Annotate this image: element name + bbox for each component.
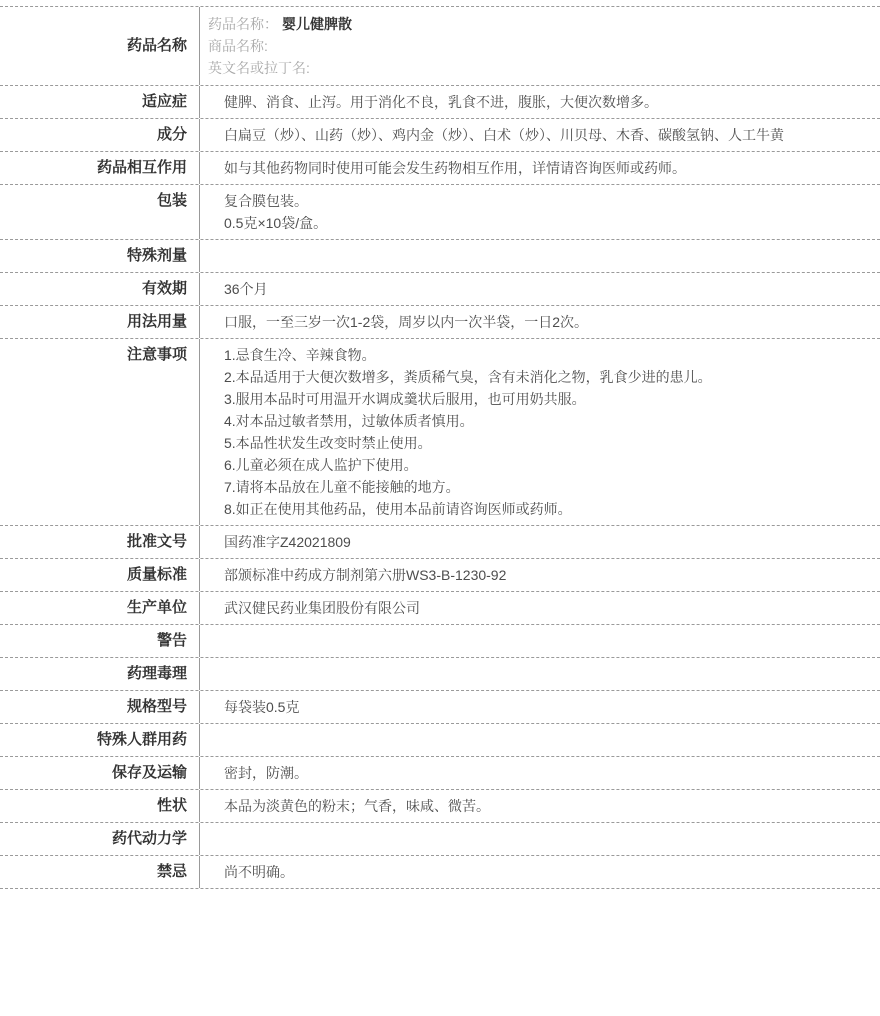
content-line: 尚不明确。	[224, 864, 294, 880]
row-label: 药品名称	[0, 7, 200, 85]
row-content	[200, 856, 880, 888]
table-row-storage-transport	[0, 757, 880, 790]
content-line: 本品为淡黄色的粉末；气香，味咸、微苦。	[224, 798, 490, 814]
table-row-pharmacokinetics	[0, 823, 880, 856]
content-line: 白扁豆（炒）、山药（炒）、鸡内金（炒）、白术（炒）、川贝母、木香、碳酸氢钠、人工牛黄	[224, 127, 784, 143]
row-content	[200, 7, 880, 85]
table-row-indications	[0, 86, 880, 119]
row-label: 禁忌	[0, 856, 200, 888]
row-label: 药理毒理	[0, 658, 200, 690]
content-line: 密封，防潮。	[224, 765, 308, 781]
row-content	[200, 240, 880, 272]
table-row-precautions	[0, 339, 880, 526]
content-line: 0.5克×10袋/盒。	[224, 215, 328, 231]
table-row-packaging	[0, 185, 880, 240]
content-line: 1.忌食生冷、辛辣食物。	[224, 347, 376, 363]
row-label: 包装	[0, 185, 200, 239]
row-label: 质量标准	[0, 559, 200, 591]
content-line	[208, 13, 870, 35]
content-line: 7.请将本品放在儿童不能接触的地方。	[224, 479, 460, 495]
row-label: 性状	[0, 790, 200, 822]
row-content	[200, 559, 880, 591]
content-line: 36个月	[224, 281, 268, 297]
table-row-ingredients	[0, 119, 880, 152]
row-label: 保存及运输	[0, 757, 200, 789]
content-line: 如与其他药物同时使用可能会发生药物相互作用，详情请咨询医师或药师。	[224, 160, 686, 176]
row-content	[200, 658, 880, 690]
row-content	[200, 119, 880, 151]
table-rows-container	[0, 86, 880, 889]
row-label: 批准文号	[0, 526, 200, 558]
content-line: 健脾、消食、止泻。用于消化不良，乳食不进，腹胀，大便次数增多。	[224, 94, 658, 110]
row-content	[200, 592, 880, 624]
row-content	[200, 790, 880, 822]
content-line: 部颁标准中药成方制剂第六册WS3-B-1230-92	[224, 567, 507, 583]
table-row-quality-standard	[0, 559, 880, 592]
row-content	[200, 339, 880, 525]
table-row-shelf-life	[0, 273, 880, 306]
row-label: 生产单位	[0, 592, 200, 624]
row-label: 特殊剂量	[0, 240, 200, 272]
row-content	[200, 273, 880, 305]
row-label: 特殊人群用药	[0, 724, 200, 756]
table-row-specification	[0, 691, 880, 724]
row-content	[200, 691, 880, 723]
row-content	[200, 86, 880, 118]
content-line: 6.儿童必须在成人监护下使用。	[224, 457, 418, 473]
trade-name-label: 商品名称:	[208, 38, 268, 54]
table-row-manufacturer	[0, 592, 880, 625]
table-row-contraindications	[0, 856, 880, 889]
drug-name-prefix: 药品名称：	[208, 16, 278, 32]
table-row-drug-interactions	[0, 152, 880, 185]
row-content	[200, 823, 880, 855]
row-label: 规格型号	[0, 691, 200, 723]
drug-info-table	[0, 6, 880, 889]
row-label: 药代动力学	[0, 823, 200, 855]
content-line: 5.本品性状发生改变时禁止使用。	[224, 435, 432, 451]
content-line: 2.本品适用于大便次数增多，粪质稀气臭，含有未消化之物，乳食少进的患儿。	[224, 369, 712, 385]
table-row-special-populations	[0, 724, 880, 757]
english-name-label: 英文名或拉丁名:	[208, 60, 310, 76]
content-line: 3.服用本品时可用温开水调成羹状后服用，也可用奶共服。	[224, 391, 586, 407]
table-row-special-dosage	[0, 240, 880, 273]
row-content	[200, 526, 880, 558]
content-line: 8.如正在使用其他药品，使用本品前请咨询医师或药师。	[224, 501, 572, 517]
table-row-dosage-usage	[0, 306, 880, 339]
row-label: 有效期	[0, 273, 200, 305]
row-content	[200, 152, 880, 184]
row-content	[200, 625, 880, 657]
row-label: 适应症	[0, 86, 200, 118]
row-label: 警告	[0, 625, 200, 657]
table-row-pharmacology-toxicology	[0, 658, 880, 691]
row-label: 成分	[0, 119, 200, 151]
content-line: 每袋装0.5克	[224, 699, 300, 715]
content-line: 国药准字Z42021809	[224, 534, 351, 550]
content-line: 口服，一至三岁一次1-2袋，周岁以内一次半袋，一日2次。	[224, 314, 589, 330]
row-content	[200, 724, 880, 756]
content-line: 复合膜包装。	[224, 193, 308, 209]
row-content	[200, 306, 880, 338]
row-label: 用法用量	[0, 306, 200, 338]
row-label: 注意事项	[0, 339, 200, 525]
table-row-approval-number	[0, 526, 880, 559]
content-line: 4.对本品过敏者禁用，过敏体质者慎用。	[224, 413, 474, 429]
row-label: 药品相互作用	[0, 152, 200, 184]
table-row-drug-name	[0, 7, 880, 86]
drug-name-value: 婴儿健脾散	[282, 16, 352, 32]
content-line: 武汉健民药业集团股份有限公司	[224, 600, 420, 616]
table-row-warnings	[0, 625, 880, 658]
row-content	[200, 757, 880, 789]
row-content	[200, 185, 880, 239]
table-row-description	[0, 790, 880, 823]
